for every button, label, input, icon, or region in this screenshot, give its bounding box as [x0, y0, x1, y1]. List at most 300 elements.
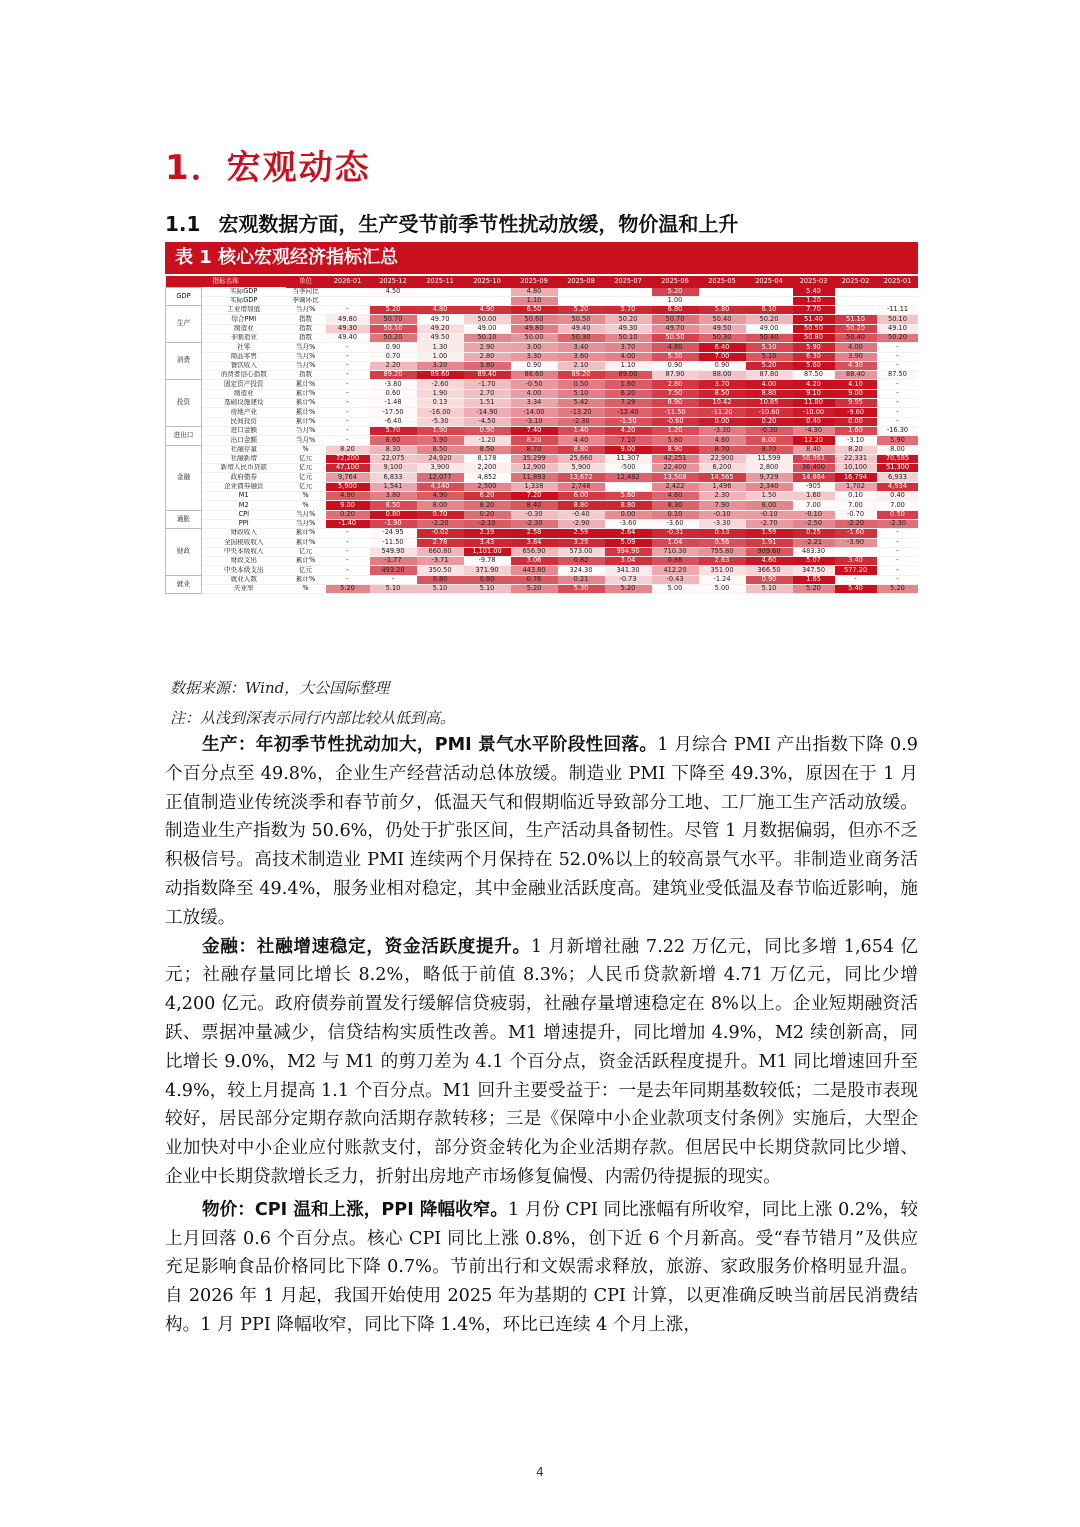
value-cell: -3.80: [370, 380, 417, 389]
value-cell: -2.20: [417, 519, 464, 528]
value-cell: 12,077: [417, 473, 464, 482]
paragraph-prices: [165, 1196, 918, 1340]
table-row: [166, 333, 919, 342]
value-cell: 2,200: [464, 464, 511, 473]
paragraph-text: 1 月新增社融 7.22 万亿元，同比多增 1,654 亿元；社融存量同比增长 8.2%，略低于前值 8.3%；人民币贷款新增 4.71 万亿元，同比少增 4,200 亿元。政府债券前置发行缓解信贷疲弱，社融存量增速稳定在 8%以上。企业短期融资活跃、票据冲量减少，信贷结构实质性改善。M1 增速提升，同比增加 4.9%，M2 续创新高，同比增长 9.0%，M2 与 M1 的剪刀差为 4.1 个百分点，资金活跃程度提升。M1 同比增速回升至 4.9%，较上月提高 1.1 个百分点。M1 回升主要受益于：一是去年同期基数较低；二是股市表现较好，居民部分定期存款向活期存款转移；三是《保障中小企业款项支付条例》实施后，大型企业加快对中小企业应付账款支付，部分资金转化为企业活期存款。但居民中长期贷款同比少增、企业中长期贷款增长乏力，折射出房地产市场修复偏慢、内需仍待提振的现实。: [165, 936, 918, 1187]
value-cell: 8,178: [464, 454, 511, 463]
value-cell: 87.50: [793, 371, 835, 380]
value-cell: -16.00: [417, 408, 464, 417]
value-cell: -1.70: [464, 380, 511, 389]
value-cell: 49.50: [699, 324, 746, 333]
source-note: 数据来源：Wind，大公国际整理: [170, 679, 390, 697]
table-row: [166, 547, 919, 556]
value-cell: -2.21: [793, 538, 835, 547]
value-cell: 4.80: [652, 343, 699, 352]
column-header: 2025-01: [877, 276, 919, 288]
indicator-name: M2: [202, 501, 286, 510]
value-cell: 0.13: [417, 399, 464, 408]
value-cell: -: [326, 389, 370, 398]
value-cell: 9,764: [326, 473, 370, 482]
indicator-name: 基础设施建设: [202, 399, 286, 408]
value-cell: 89.00: [605, 371, 652, 380]
value-cell: 49.00: [746, 324, 793, 333]
value-cell: -: [326, 575, 370, 584]
paragraph-text: 1 月份 CPI 同比涨幅有所收窄，同比上涨 0.2%，较上月回落 0.6 个百分点。核心 CPI 同比上涨 0.8%，创下近 6 个月新高。受“春节错月”及供应充足影响食品价格同比下降 0.7%。节前出行和文娱需求释放，旅游、家政服务价格明显升温。自 2026 年 1 月起，我国开始使用 2025 年为基期的 CPI 计算，以更准确反映当前居民消费结构。1 月 PPI 降幅收窄，同比下降 1.4%，环比已连续 4 个月上涨，: [165, 1199, 918, 1335]
value-cell: 1.50: [746, 492, 793, 501]
value-cell: 2.80: [464, 352, 511, 361]
value-cell: 909.60: [746, 547, 793, 556]
unit-cell: 累计%: [286, 538, 326, 547]
value-cell: 7.70: [793, 306, 835, 315]
indicator-name: 固定资产投资: [202, 380, 286, 389]
indicator-name: M1: [202, 492, 286, 501]
unit-cell: 当月%: [286, 510, 326, 519]
unit-cell: 亿元: [286, 454, 326, 463]
value-cell: 5.10: [464, 585, 511, 594]
value-cell: [835, 288, 877, 297]
value-cell: 89.20: [370, 371, 417, 380]
value-cell: 0.90: [464, 426, 511, 435]
value-cell: [746, 288, 793, 297]
value-cell: 24,920: [417, 454, 464, 463]
value-cell: 13,672: [558, 473, 605, 482]
value-cell: -17.50: [370, 408, 417, 417]
value-cell: -0.43: [652, 575, 699, 584]
value-cell: 8.80: [605, 501, 652, 510]
unit-cell: 累计%: [286, 408, 326, 417]
value-cell: 4.20: [605, 426, 652, 435]
indicator-name: 出口金额: [202, 436, 286, 445]
value-cell: 88.60: [511, 371, 558, 380]
table-row: [166, 352, 919, 361]
column-header: 2025-09: [511, 276, 558, 288]
table-row: [166, 473, 919, 482]
value-cell: 5.10: [746, 343, 793, 352]
value-cell: 3.34: [511, 399, 558, 408]
value-cell: 3.20: [417, 361, 464, 370]
column-header: 2025-05: [699, 276, 746, 288]
value-cell: 1.90: [417, 426, 464, 435]
group-label: 金融: [166, 445, 202, 510]
value-cell: 88.40: [835, 371, 877, 380]
value-cell: 573.00: [558, 547, 605, 556]
value-cell: 483.30: [793, 547, 835, 556]
body-text: [165, 731, 918, 1340]
value-cell: 4,852: [464, 473, 511, 482]
value-cell: 49.70: [417, 315, 464, 324]
value-cell: 2,500: [464, 482, 511, 491]
value-cell: 2.80: [652, 380, 699, 389]
value-cell: [835, 306, 877, 315]
value-cell: 3.70: [699, 380, 746, 389]
value-cell: 0.50: [558, 380, 605, 389]
indicator-name: 财政收入: [202, 529, 286, 538]
value-cell: 6.20: [605, 389, 652, 398]
group-label: 消费: [166, 343, 202, 380]
value-cell: -0.31: [652, 529, 699, 538]
value-cell: -2.30: [511, 519, 558, 528]
indicator-name: PPI: [202, 519, 286, 528]
value-cell: 4,140: [417, 482, 464, 491]
paragraph-finance: [165, 933, 918, 1192]
unit-cell: 当月%: [286, 426, 326, 435]
value-cell: 5.20: [370, 306, 417, 315]
value-cell: -: [877, 399, 919, 408]
value-cell: 14,565: [699, 473, 746, 482]
value-cell: 8.20: [464, 501, 511, 510]
column-header: 2025-08: [558, 276, 605, 288]
value-cell: 22,331: [835, 454, 877, 463]
indicator-name: 制造业: [202, 324, 286, 333]
table-row: [166, 454, 919, 463]
value-cell: -: [877, 361, 919, 370]
value-cell: 1,338: [511, 482, 558, 491]
value-cell: 6.30: [793, 352, 835, 361]
value-cell: 2.58: [511, 529, 558, 538]
value-cell: -: [326, 352, 370, 361]
group-label: 进出口: [166, 426, 202, 445]
value-cell: -: [326, 566, 370, 575]
value-cell: 0.70: [417, 510, 464, 519]
value-cell: 2.19: [464, 529, 511, 538]
value-cell: -10.00: [793, 408, 835, 417]
value-cell: 9.00: [605, 445, 652, 454]
value-cell: -1.24: [699, 575, 746, 584]
value-cell: 660.80: [417, 547, 464, 556]
value-cell: 3.30: [511, 352, 558, 361]
value-cell: -: [877, 408, 919, 417]
value-cell: 47,100: [326, 464, 370, 473]
value-cell: -11.11: [877, 306, 919, 315]
value-cell: 7.90: [699, 501, 746, 510]
value-cell: 994.90: [605, 547, 652, 556]
value-cell: 4.60: [652, 492, 699, 501]
value-cell: 50.80: [793, 333, 835, 342]
value-cell: -16.30: [877, 426, 919, 435]
value-cell: 8.70: [699, 445, 746, 454]
indicator-name: 制造业: [202, 389, 286, 398]
value-cell: 1.30: [417, 343, 464, 352]
value-cell: 49.10: [877, 324, 919, 333]
column-header: 2025-06: [652, 276, 699, 288]
value-cell: 0.20: [464, 510, 511, 519]
subsection-heading: [165, 208, 738, 237]
value-cell: -: [326, 417, 370, 426]
unit-cell: 累计%: [286, 389, 326, 398]
value-cell: 1.00: [417, 352, 464, 361]
value-cell: 1.90: [417, 389, 464, 398]
value-cell: 7.00: [699, 352, 746, 361]
indicator-name: 中央本级支出: [202, 566, 286, 575]
unit-cell: 累计%: [286, 529, 326, 538]
value-cell: -4.30: [793, 426, 835, 435]
value-cell: 5.30: [558, 585, 605, 594]
value-cell: 10.85: [746, 399, 793, 408]
value-cell: 50.50: [652, 333, 699, 342]
value-cell: 88.00: [699, 371, 746, 380]
value-cell: -: [326, 343, 370, 352]
value-cell: -500: [605, 464, 652, 473]
value-cell: 8.40: [511, 501, 558, 510]
value-cell: 4.90: [326, 492, 370, 501]
value-cell: 2.78: [417, 538, 464, 547]
value-cell: 50.10: [877, 315, 919, 324]
value-cell: -2.20: [835, 519, 877, 528]
macro-table-container: [165, 276, 918, 664]
indicator-name: 财政支出: [202, 557, 286, 566]
value-cell: 35,299: [511, 454, 558, 463]
value-cell: 4.30: [835, 361, 877, 370]
value-cell: -: [326, 557, 370, 566]
value-cell: -3.60: [652, 519, 699, 528]
value-cell: 22,400: [652, 464, 699, 473]
value-cell: 9.10: [793, 389, 835, 398]
value-cell: 8.50: [699, 389, 746, 398]
value-cell: -5.30: [417, 417, 464, 426]
value-cell: 5.20: [793, 585, 835, 594]
value-cell: 324.30: [558, 566, 605, 575]
indicator-name: 餐饮收入: [202, 361, 286, 370]
table-row: [166, 408, 919, 417]
value-cell: 1.51: [464, 399, 511, 408]
indicator-name: 工业增加值: [202, 306, 286, 315]
value-cell: 0.56: [699, 538, 746, 547]
table-row: [166, 464, 919, 473]
value-cell: [417, 288, 464, 297]
value-cell: 0.90: [652, 361, 699, 370]
value-cell: -: [326, 408, 370, 417]
value-cell: 14,864: [793, 473, 835, 482]
value-cell: 0.00: [835, 417, 877, 426]
value-cell: [699, 296, 746, 305]
table-row: [166, 324, 919, 333]
table-row: [166, 288, 919, 297]
value-cell: -: [877, 389, 919, 398]
value-cell: -3.30: [699, 426, 746, 435]
value-cell: 11,599: [746, 454, 793, 463]
value-cell: -2.90: [558, 519, 605, 528]
value-cell: 3.40: [835, 557, 877, 566]
value-cell: 50.10: [464, 333, 511, 342]
value-cell: 710.30: [652, 547, 699, 556]
value-cell: -1.20: [464, 436, 511, 445]
value-cell: 755.80: [699, 547, 746, 556]
value-cell: -0.40: [558, 510, 605, 519]
subsection-title: 宏观数据方面，生产受节前季节性扰动放缓，物价温和上升: [218, 212, 739, 236]
value-cell: 3.40: [558, 343, 605, 352]
value-cell: -11.50: [370, 538, 417, 547]
value-cell: 0.90: [699, 361, 746, 370]
value-cell: [605, 296, 652, 305]
value-cell: 3.06: [511, 557, 558, 566]
value-cell: 0.13: [699, 529, 746, 538]
value-cell: 3.84: [511, 538, 558, 547]
value-cell: 0.80: [464, 575, 511, 584]
value-cell: 5.90: [793, 343, 835, 352]
value-cell: 49.80: [511, 324, 558, 333]
indicator-name: 实际GDP: [202, 288, 286, 297]
unit-cell: 累计%: [286, 380, 326, 389]
unit-cell: 亿元: [286, 547, 326, 556]
column-header: 2025-03: [793, 276, 835, 288]
unit-cell: 亿元: [286, 482, 326, 491]
value-cell: 6.20: [464, 492, 511, 501]
value-cell: 2.63: [699, 557, 746, 566]
value-cell: 5.10: [370, 585, 417, 594]
value-cell: 72,200: [326, 454, 370, 463]
value-cell: 1.60: [835, 426, 877, 435]
value-cell: 0.88: [652, 557, 699, 566]
column-header: 2026-01: [326, 276, 370, 288]
value-cell: 8.50: [464, 445, 511, 454]
value-cell: -0.10: [699, 510, 746, 519]
value-cell: -1.60: [835, 529, 877, 538]
table-row: [166, 492, 919, 501]
indicator-name: 非制造业: [202, 333, 286, 342]
value-cell: 5.30: [652, 352, 699, 361]
value-cell: -2.60: [417, 380, 464, 389]
value-cell: 8.90: [652, 445, 699, 454]
unit-cell: 亿元: [286, 566, 326, 575]
column-header: 单位: [286, 276, 326, 288]
value-cell: 8.00: [746, 436, 793, 445]
value-cell: 5.20: [652, 288, 699, 297]
value-cell: 7.00: [877, 501, 919, 510]
value-cell: -10.60: [746, 408, 793, 417]
value-cell: -: [326, 371, 370, 380]
table-row: [166, 501, 919, 510]
value-cell: 50.10: [370, 324, 417, 333]
value-cell: 5.80: [652, 436, 699, 445]
indicator-name: 房地产业: [202, 408, 286, 417]
value-cell: [417, 296, 464, 305]
indicator-name: 就业人数: [202, 575, 286, 584]
value-cell: -0.70: [835, 510, 877, 519]
value-cell: 0.90: [746, 575, 793, 584]
value-cell: 49.40: [326, 333, 370, 342]
value-cell: 5.40: [793, 288, 835, 297]
value-cell: -9.60: [835, 408, 877, 417]
value-cell: [326, 288, 370, 297]
value-cell: 49.70: [652, 324, 699, 333]
value-cell: -2.70: [746, 519, 793, 528]
unit-cell: 累计%: [286, 399, 326, 408]
value-cell: 50.50: [793, 324, 835, 333]
value-cell: -: [326, 538, 370, 547]
group-label: 就业: [166, 575, 202, 594]
unit-cell: %: [286, 585, 326, 594]
value-cell: 2,422: [652, 482, 699, 491]
value-cell: [877, 296, 919, 305]
value-cell: 0.60: [370, 389, 417, 398]
value-cell: [835, 296, 877, 305]
value-cell: 50.20: [877, 333, 919, 342]
value-cell: 8.80: [558, 501, 605, 510]
value-cell: 12,900: [511, 464, 558, 473]
value-cell: 4.90: [464, 306, 511, 315]
value-cell: 5.80: [699, 306, 746, 315]
value-cell: [746, 296, 793, 305]
value-cell: -: [326, 426, 370, 435]
value-cell: 2.90: [464, 343, 511, 352]
value-cell: 0.40: [793, 417, 835, 426]
value-cell: 5.90: [877, 436, 919, 445]
value-cell: 4.00: [511, 389, 558, 398]
value-cell: 8.20: [511, 436, 558, 445]
value-cell: 5.10: [746, 352, 793, 361]
value-cell: 5,900: [558, 464, 605, 473]
value-cell: -0.10: [793, 510, 835, 519]
value-cell: -: [326, 399, 370, 408]
value-cell: -: [877, 529, 919, 538]
value-cell: -: [877, 343, 919, 352]
value-cell: -: [370, 575, 417, 584]
value-cell: 1.40: [558, 426, 605, 435]
value-cell: 36,400: [793, 464, 835, 473]
value-cell: -2.50: [793, 519, 835, 528]
indicator-name: 失业率: [202, 585, 286, 594]
unit-cell: %: [286, 501, 326, 510]
value-cell: 0.76: [511, 575, 558, 584]
value-cell: 51.10: [835, 315, 877, 324]
value-cell: 0.00: [699, 417, 746, 426]
value-cell: 347.50: [793, 566, 835, 575]
unit-cell: 当月%: [286, 436, 326, 445]
value-cell: -4.50: [464, 417, 511, 426]
value-cell: 3.70: [605, 343, 652, 352]
value-cell: -0.50: [511, 380, 558, 389]
indicator-name: 进口金额: [202, 426, 286, 435]
value-cell: 58,961: [793, 454, 835, 463]
unit-cell: %: [286, 492, 326, 501]
value-cell: [464, 288, 511, 297]
table-row: [166, 529, 919, 538]
unit-cell: 当月%: [286, 519, 326, 528]
table-row: [166, 510, 919, 519]
value-cell: -0.73: [605, 575, 652, 584]
value-cell: 0.20: [326, 510, 370, 519]
indicator-name: 企业债券融资: [202, 482, 286, 491]
value-cell: -: [326, 547, 370, 556]
value-cell: 8.00: [746, 501, 793, 510]
value-cell: -0.02: [417, 529, 464, 538]
paragraph-lead: 金融：社融增速稳定，资金活跃度提升。: [202, 936, 531, 957]
value-cell: -3.71: [417, 557, 464, 566]
paragraph-production: [165, 731, 918, 933]
value-cell: 10.42: [699, 399, 746, 408]
value-cell: 5.70: [605, 306, 652, 315]
value-cell: 9.00: [835, 389, 877, 398]
value-cell: -: [326, 436, 370, 445]
value-cell: 22,900: [699, 454, 746, 463]
unit-cell: 累计%: [286, 417, 326, 426]
unit-cell: 累计%: [286, 557, 326, 566]
unit-cell: 亿元: [286, 464, 326, 473]
unit-cell: 当月%: [286, 343, 326, 352]
value-cell: 4.10: [835, 380, 877, 389]
value-cell: 3.60: [558, 352, 605, 361]
value-cell: 5.42: [558, 399, 605, 408]
value-cell: 0.50: [877, 510, 919, 519]
value-cell: 7.50: [652, 389, 699, 398]
value-cell: 51,300: [877, 464, 919, 473]
value-cell: [605, 288, 652, 297]
value-cell: 0.90: [511, 361, 558, 370]
value-cell: 49.00: [464, 324, 511, 333]
unit-cell: 累计%: [286, 575, 326, 584]
value-cell: 5.60: [793, 361, 835, 370]
value-cell: 49.20: [417, 324, 464, 333]
